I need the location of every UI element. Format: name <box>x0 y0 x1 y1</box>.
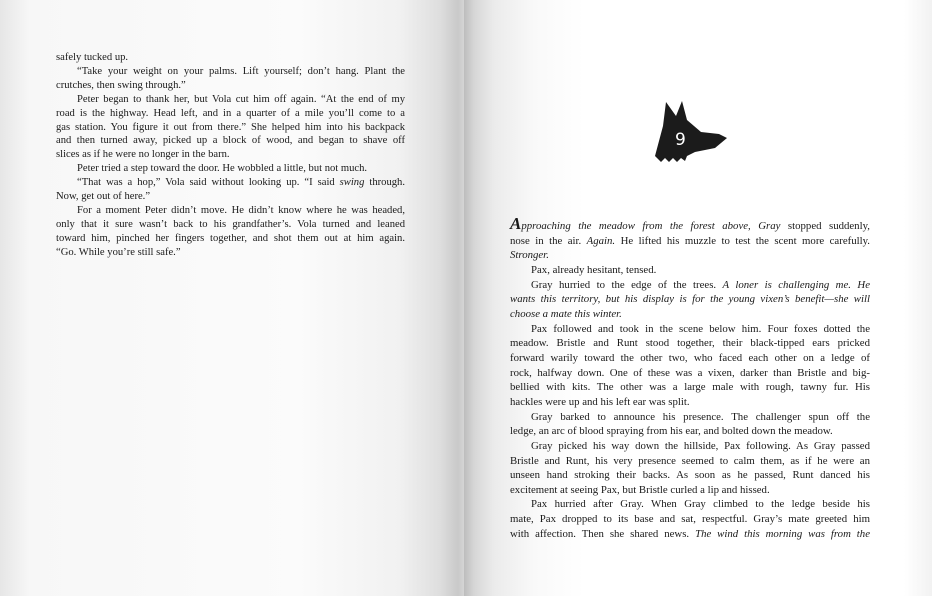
text-span: Pax hurried after Gray. When Gray climbed to the ledge beside his <box>531 498 870 511</box>
text-line <box>510 395 870 410</box>
text-line <box>56 93 405 107</box>
text-line <box>510 248 870 263</box>
text-span: Peter began to thank her, but Vola cut him off again. “At the end of my <box>77 93 405 105</box>
text-span: road is the highway. Head left, and in a quarter of a mile you’ll come to a <box>56 107 405 119</box>
text-span: through. <box>364 177 405 189</box>
text-line <box>56 51 405 65</box>
text-line <box>510 527 870 542</box>
text-line <box>510 278 870 293</box>
right-page[interactable] <box>464 0 932 596</box>
text-span: Gray picked his way down the hillside, Pax following. As Gray passed <box>531 439 870 452</box>
text-span: only that it sure wasn’t back to his grandfather’s. Vola turned and leaned <box>56 218 405 230</box>
text-line <box>56 79 405 93</box>
text-span: Pax, already hesitant, tensed. <box>531 263 657 276</box>
text-line <box>510 322 870 337</box>
left-page[interactable] <box>0 0 464 596</box>
text-span: stopped suddenly, <box>780 220 870 232</box>
text-span: Bristle and Runt, his very presence seemed to calm them, as if he were an <box>510 454 870 467</box>
text-line <box>510 512 870 527</box>
text-span: slices as if he were no longer in the barn. <box>56 149 230 161</box>
text-line <box>510 263 870 278</box>
text-line <box>56 218 405 232</box>
text-span: For a moment Peter didn’t move. He didn’t know where he was headed, <box>77 204 405 216</box>
text-line <box>510 483 870 498</box>
text-line <box>56 176 405 190</box>
text-line <box>510 410 870 425</box>
text-line <box>56 148 405 162</box>
italic-text: choose a mate this winter. <box>510 307 622 320</box>
text-span: with affection. Then she shared news. <box>510 527 696 540</box>
text-line <box>510 336 870 351</box>
text-line <box>510 454 870 469</box>
text-line <box>510 468 870 483</box>
text-span: Gray hurried to the edge of the trees. <box>531 278 723 291</box>
text-span: and then turned away, picked up a block of wood, and began to shave off <box>56 135 405 147</box>
text-span: mate, Pax dropped to its base and sat, respectful. Gray’s mate greeted him <box>510 513 870 526</box>
text-line <box>510 234 870 249</box>
text-span: “Take your weight on your palms. Lift yourself; don’t hang. Plant the <box>77 65 405 77</box>
chapter-heading <box>649 98 729 164</box>
italic-text: swing <box>339 177 365 189</box>
text-line <box>56 246 405 260</box>
drop-cap: A <box>510 214 522 233</box>
text-line <box>510 366 870 381</box>
text-line <box>56 232 405 246</box>
text-span: unseen hand stroking their backs. As soon as he passed, Runt danced his <box>510 469 870 482</box>
text-span: Peter tried a step toward the door. He wobbled a little, but not much. <box>77 163 368 175</box>
fox-head-icon <box>649 98 729 164</box>
italic-text: A loner is challenging me. He <box>722 278 871 291</box>
text-line <box>510 214 870 234</box>
text-line <box>510 307 870 322</box>
italic-text: wants this territory, but his display is for the young vixen’s benefit—she will <box>510 293 870 306</box>
text-span: hackles were up and his left ear was split. <box>510 395 690 408</box>
text-span: rock, halfway down. One of these was a vixen, darker than Bristle and big- <box>510 366 870 379</box>
text-span: meadow. Bristle and Runt stood together, their black-tipped ears pricked <box>510 337 870 350</box>
left-page-text <box>56 51 405 260</box>
text-line <box>56 134 405 148</box>
text-span: ledge, an arc of blood spraying from his ear, and bolted down the meadow. <box>510 425 833 438</box>
text-line <box>56 204 405 218</box>
italic-text: Stronger. <box>510 249 549 262</box>
text-line <box>510 292 870 307</box>
text-span: Pax followed and took in the scene below him. Four foxes dotted the <box>531 322 870 335</box>
text-line <box>510 424 870 439</box>
text-span: “Go. While you’re still safe.” <box>56 246 181 258</box>
text-span: crutches, then swing through.” <box>56 79 186 91</box>
text-line <box>56 190 405 204</box>
text-span: “That was a hop,” Vola said without looking up. “I said <box>77 177 340 189</box>
italic-text: The wind this morning was from the <box>695 527 870 540</box>
right-page-text <box>510 214 871 541</box>
text-span: gas station. You figure it out from there.” She helped him into his backpack <box>56 121 405 133</box>
text-span: excitement at seeing Pax, but Bristle curled a lip and hissed. <box>510 483 770 496</box>
text-line <box>510 380 870 395</box>
text-line <box>56 162 405 176</box>
text-line <box>510 497 870 512</box>
text-span: Gray barked to announce his presence. The challenger spun off the <box>531 410 870 423</box>
text-span: He lifted his muzzle to test the scent more carefully. <box>615 234 871 247</box>
italic-text: Again. <box>586 234 616 247</box>
text-span: nose in the air. <box>510 234 587 247</box>
text-line <box>56 107 405 121</box>
text-line <box>510 439 870 454</box>
italic-text: pproaching the meadow from the forest above, Gray <box>521 220 781 232</box>
text-span: toward him, pinched her fingers together, and shot them out at him again. <box>56 232 405 244</box>
text-span: Now, get out of here.” <box>56 191 151 203</box>
text-line <box>56 65 405 79</box>
text-line <box>56 121 405 135</box>
text-span: safely tucked up. <box>56 52 129 63</box>
text-span: bellied with kits. The other was a large male with rough, tawny fur. His <box>510 381 870 394</box>
text-line <box>510 351 870 366</box>
chapter-number: 9 <box>675 130 686 150</box>
text-span: forward warily toward the other two, who faced each other on a ledge of <box>510 351 870 364</box>
